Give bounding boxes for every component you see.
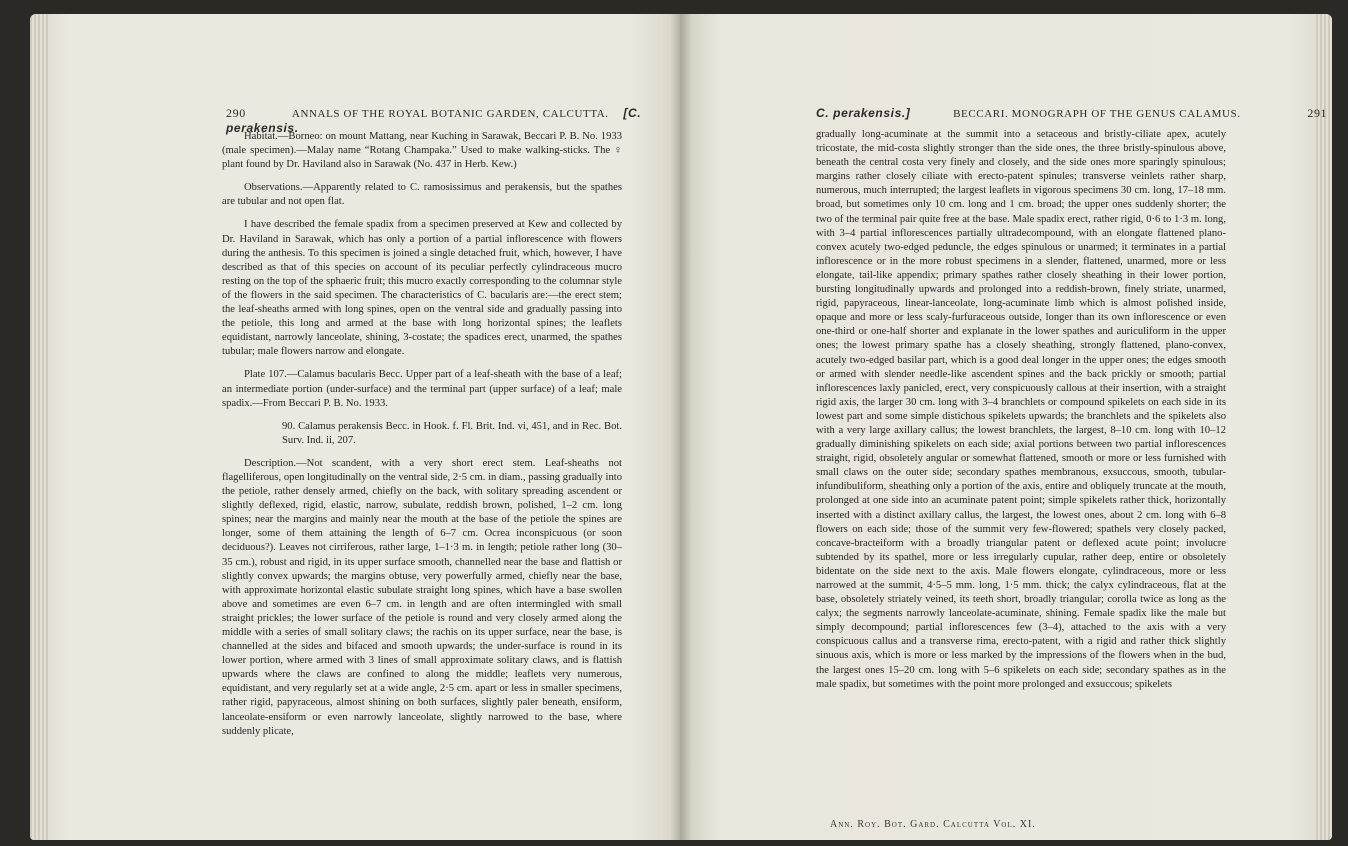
right-body-text — [816, 128, 1226, 701]
book-gutter — [670, 14, 692, 840]
description-continued: gradually long-acuminate at the summit into a setaceous and bristly-ciliate apex, acutely tricostate, the mid-costa slightly stronger than the side ones, the three bristly-spinulous above, beneath the central costa very finely and closely, and the side ones more sparingly spinulous; margins rather closely ciliate with erecto-patent spinules; transverse veinlets rather sharp, numerous, much interrupted; the largest leaflets in vigorous specimens 30 cm. long, 17–18 mm. broad, but sometimes only 10 cm. long and 1 cm. broad; the upper ones suddenly shorter; the two of the terminal pair quite free at the base. Male spadix erect, rather rigid, 0·6 to 1·3 m. long, with 3–4 partial inflorescences partially ultradecompound, with an elongate flattened plano-convex acutely two-edged peduncle, the edges spinulous or unarmed; it terminates in a partial inflorescence or in the more robust specimens in a slender, flattened, unarmed, more or less elongate, tail-like appendix; primary spathes rather closely sheathing in their lower portion, bursting longitudinally upwards and prolonged into a reddish-brown, finely striate, unarmed, rigid, papyraceous, linear-lanceolate, long-acuminate limb which is almost polished inside, opaque and more or less scaly-furfuraceous outside, longer than its own inflorescence or even one-third or one-half shorter and explanate in the lower spathes and auriculiform in the upper ones; the lowest primary spathe has a closely sheathing, strongly flattened, plano-convex, acutely two-edged basilar part, which is a good deal longer in the upper ones; the edges smooth or armed with slender needle-like ascendent spines and the back prickly or smooth; partial inflorescences laxly panicled, erect, very conspicuously callous at their insertion, with a straight rigid axis, the larger 30 cm. long with 3–4 branchlets or compound spikelets on each side in its lowest part and some simple distichous spikelets upwards; the branchlets and the spikelets also with a very large axillary callus; the lowest branchlets, the largest, 8–10 cm. long with 10–12 gradually diminishing spikelets on each side; axial portions between two partial inflorescences straight, rigid, obsoletely angular or somewhat flattened, smooth or more or less furnished with small claws on the outer side; secondary spathes membranous, exsuccous, smooth, tubular-infundibuliform, sheathing only a portion of the axis, entire and obliquely truncate at the mouth, prolonged at one side into an acuminate patent point; simple spikelets rather thick, horizontally inserted with a distinct axillary callus, the largest, the lowest ones, about 2 cm. long with 6–8 flowers on each side; those of the summit very few-flowered; spathels very closely packed, concave-bracteiform with a broadly triangular patent or deflexed acute point; involucre subtended by its spathel, more or less irregularly cupular, rather deep, entire or obsoletely bidentate on the side next to the axis. Male flowers elongate, cylindraceous, more or less narrowed at the summit, 4·5–5 mm. long, 1·5 mm. thick; the calyx cylindraceous, flat at the base, obsoletely striately veined, its teeth short, broadly triangular; corolla twice as long as the calyx; the segments narrowly lanceolate-acuminate, shining. Female spadix like the male but simply decompound; partial inflorescences few (3–4), attached to the axis with a very conspicuous callus and a transverse rima, erecto-patent, with a rigid and rather thick slightly sinuous axis, which is more or less marked by the impressions of the flowers when in the bud, the largest ones 15–20 cm. long with 5–6 spikelets on each side; secondary spathes as in the male spadix, but sometimes with the point more prolonged and exsuccous; spikelets — [816, 129, 1226, 690]
observations-paragraph: Observations.—Apparently related to C. ramosissimus and perakensis, but the spathes are tubular and not open flat. — [222, 182, 622, 208]
left-running-title: ANNALS OF THE ROYAL BOTANIC GARDEN, CALCUTTA. — [291, 108, 609, 120]
plate-caption: Plate 107.—Calamus bacularis Becc. Upper part of a leaf-sheath with the base of a leaf; an intermediate portion (under-surface) and the terminal part (upper surface) of a leaf; male spadix.—From Beccari P. B. No. 1933. — [222, 369, 622, 409]
left-page-number: 290 — [226, 106, 246, 120]
right-running-tag: C. perakensis.] — [816, 106, 911, 120]
right-running-head — [816, 106, 1327, 121]
discussion-paragraph: I have described the female spadix from a specimen preserved at Kew and collected by Dr. Haviland in Sarawak, which has only a portion of a partial inflorescence with flowers during the anthesis. To this specimen is joined a single detached fruit, which, however, I have described as that of this species on account of its peculiar perfectly cylindraceous mucro resting on the top of the sphaeric fruit; this mucro exactly corresponding to the columnar style of the flowers in the said specimen. The characteristics of C. bacularis are:—the erect stem; the leaf-sheaths armed with long spines, open on the ventral side and gradually passing into the petiole, this long and armed at the base with long horizontal spines; the leaflets equidistant, narrowly lanceolate, shining, 3-costate; the spadices erect, unarmed, the spathes tubular; male flowers narrow and elongate. — [222, 219, 622, 358]
page-edge-right — [1314, 14, 1332, 840]
book-spread — [30, 14, 1332, 840]
right-page — [680, 14, 1332, 840]
left-page — [30, 14, 680, 840]
species-title: 90. Calamus perakensis Becc. in Hook. f. Fl. Brit. Ind. vi, 451, and in Rec. Bot. Surv. Ind. ii, 207. — [282, 420, 622, 446]
description-paragraph: Description.—Not scandent, with a very short erect stem. Leaf-sheaths not flagelliferous, open longitudinally on the ventral side, 2·5 cm. in diam., passing gradually into the petiole, rather densely armed, chiefly on the back, with solitary spreading ascendent or slightly deflexed, rigid, elastic, narrow, subulate, reddish brown, polished, 1–2 cm. long spines; near the margins and mainly near the mouth at the base of the petiole the spines are longer, some of them attaining the length of 6–7 cm. Ocrea inconspicuous (or soon deciduous?). Leaves not cirriferous, rather large, 1–1·3 m. in length; petiole rather long (30–35 cm.), robust and rigid, in its upper surface smooth, channelled near the base and flattish or slightly convex upwards; the margins obtuse, very powerfully armed, chiefly near the base, with approximate horizontal elastic subulate straight long spines, which have a base swollen above and sometimes are even 6–7 cm. in length and are often intermingled with small straight prickles; the lower surface of the petiole is round and very closely armed along the middle with a series of small solitary claws; the rachis on its upper surface, near the base, is channelled at the sides and bifaced and smooth upwards; the under-surface is round in its lower portion, where armed with 3 lines of small approximate solitary claws, and is flattish upwards where the claws are confined to along the middle; leaflets very numerous, equidistant, and very regularly set at a wide angle, 2·5 cm. apart or less in smaller specimens, rather rigid, papyraceous, almost shining on both surfaces, slightly paler beneath, ensiform, lanceolate-ensiform or even narrowly lanceolate, slightly narrowed to the base, where suddenly plicate, — [222, 457, 622, 737]
right-running-title: BECCARI. MONOGRAPH OF THE GENUS CALAMUS. — [953, 108, 1241, 120]
left-running-tag: [C. perakensis. — [226, 106, 642, 135]
habitat-paragraph: Habitat.—Borneo: on mount Mattang, near Kuching in Sarawak, Beccari P. B. No. 1933 (male specimen).—Malay name “Rotang Champaka.” Used to make walking-sticks. The ♀ plant found by Dr. Haviland also in Sarawak (No. 437 in Herb. Kew.) — [222, 131, 622, 171]
journal-footer: Ann. Roy. Bot. Gard. Calcutta Vol. XI. — [830, 819, 1036, 830]
left-body-text — [222, 130, 622, 748]
page-edge — [30, 14, 50, 840]
right-page-number: 291 — [1307, 106, 1328, 120]
